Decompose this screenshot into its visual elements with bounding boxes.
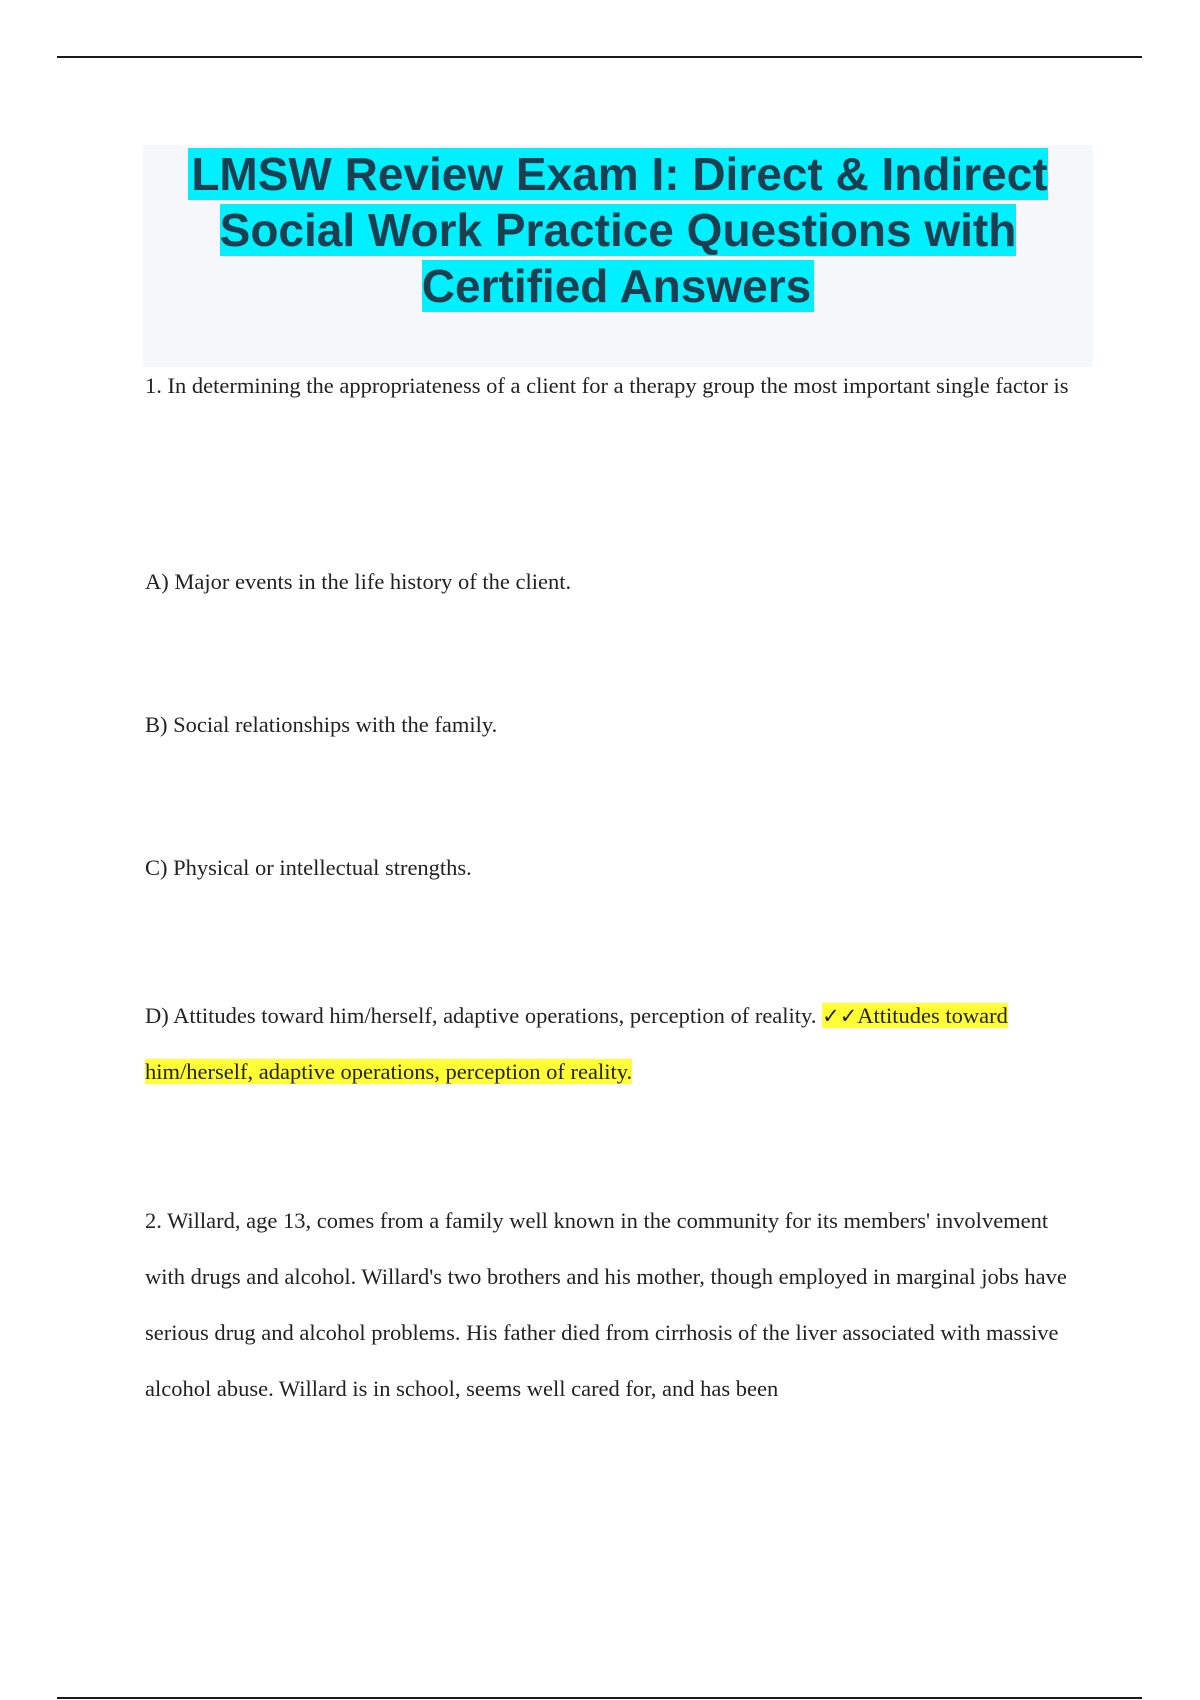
question-1-stem: 1. In determining the appropriateness of a client for a therapy group the most important single factor is <box>145 373 1069 398</box>
title-highlight: LMSW Review Exam I: Direct & Indirect Social Work Practice Questions with Certified Answers <box>188 148 1047 312</box>
footer-rule <box>57 1697 1142 1699</box>
question-1-option-a: A) Major events in the life history of the client. <box>145 569 572 594</box>
correct-answer-text: Attitudes toward him/herself, adaptive operations, perception of reality. <box>145 1003 1008 1084</box>
question-2-stem: 2. Willard, age 13, comes from a family well known in the community for its members' involvement with drugs and alcohol. Willard's two brothers and his mother, though employed in marginal jobs have serious drug and alcohol problems. His father died from cirrhosis of the liver associated with massive alcohol abuse. Willard is in school, seems well cared for, and has been <box>145 1208 1067 1401</box>
double-check-icon: ✓✓ <box>822 1004 858 1028</box>
question-1-option-d <box>145 988 1085 1100</box>
header-rule <box>57 56 1142 58</box>
question-1-option-c: C) Physical or intellectual strengths. <box>145 855 472 880</box>
question-1-option-b: B) Social relationships with the family. <box>145 712 498 737</box>
option-d-text: D) Attitudes toward him/herself, adaptive operations, perception of reality. <box>145 1003 823 1028</box>
document-title <box>143 146 1093 314</box>
